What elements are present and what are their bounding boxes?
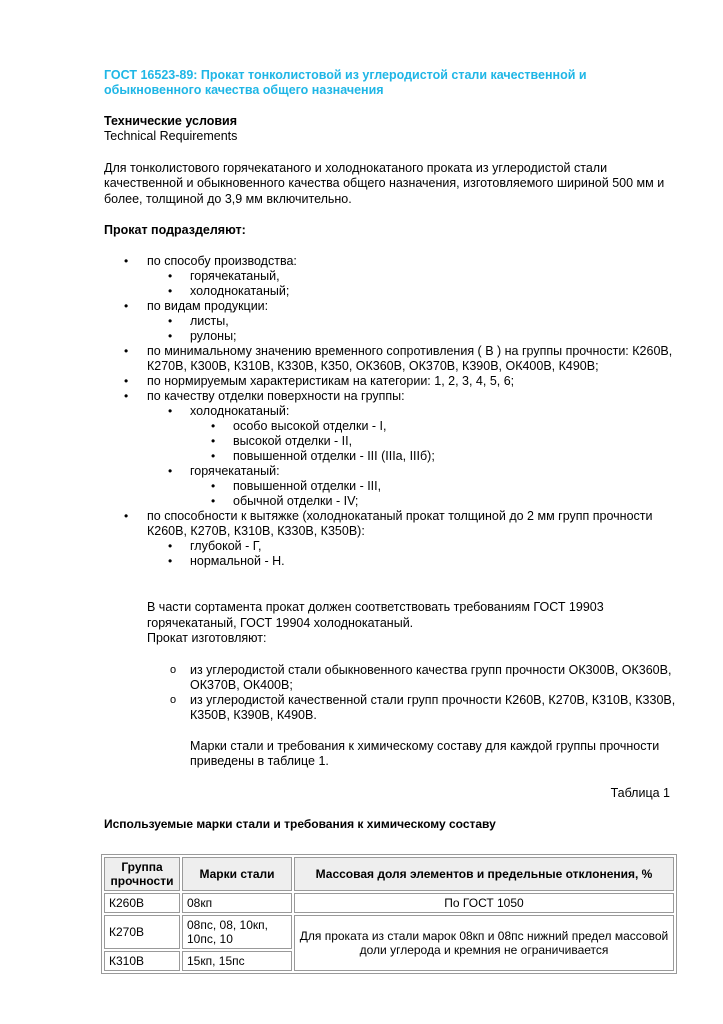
cell-group: К270В bbox=[104, 915, 180, 949]
classification-heading: Прокат подразделяют: bbox=[104, 223, 246, 237]
list-item: • горячекатаный, bbox=[147, 269, 684, 284]
cell-gost-ref: По ГОСТ 1050 bbox=[294, 893, 674, 913]
list-item: • по способу производства: • горячекатаный, • холоднокатаный; bbox=[104, 254, 684, 299]
subtitle-ru: Технические условия bbox=[104, 114, 238, 128]
list-item: • особо высокой отделки - I, bbox=[190, 419, 684, 434]
list-item: • повышенной отделки - III (IIIа, IIIб); bbox=[190, 449, 684, 464]
cell-group: К260В bbox=[104, 893, 180, 913]
header-group: Группа прочности bbox=[104, 857, 180, 891]
list-item: • листы, bbox=[147, 314, 684, 329]
table-row bbox=[104, 893, 674, 913]
list-item: o из углеродистой качественной стали групп прочности К260В, К270В, К310В, К330В, К350В, К390В, К490В. bbox=[104, 693, 684, 723]
made-of-list bbox=[104, 663, 684, 723]
cell-grades: 08кп bbox=[182, 893, 292, 913]
list-item: • по способности к вытяжке (холоднокатаный прокат толщиной до 2 мм групп прочности К260В, К270В, К310В, К330В, К350В): • глубокой - Г, • нормальной - Н. bbox=[104, 509, 684, 569]
list-item: • повышенной отделки - III, bbox=[190, 479, 684, 494]
assortment-paragraph: В части сортамента прокат должен соответствовать требованиям ГОСТ 19903 горячекатаный, ГОСТ 19904 холоднокатаный. bbox=[147, 600, 604, 630]
list-item: • обычной отделки - IV; bbox=[190, 494, 684, 509]
list-item: • рулоны; bbox=[147, 329, 684, 344]
table-header-row bbox=[104, 857, 674, 891]
document-page bbox=[104, 68, 684, 974]
list-item: • по качеству отделки поверхности на группы: • холоднокатаный: • особо высокой отделки - I, • высокой отделки - II, • повышенной отделки - III (IIIа, IIIб); • горячекатаный: • повышенной отделки - III, • обычной отделки - IV; bbox=[104, 389, 684, 509]
cell-note: Для проката из стали марок 08кп и 08пс нижний предел массовой доли углерода и кремния не ограничивается bbox=[294, 915, 674, 971]
table-row bbox=[104, 915, 674, 949]
list-item: • по нормируемым характеристикам на категории: 1, 2, 3, 4, 5, 6; bbox=[104, 374, 684, 389]
document-title: ГОСТ 16523-89: Прокат тонколистовой из углеродистой стали качественной и обыкновенного качества общего назначения bbox=[104, 68, 587, 97]
list-item: • нормальной - Н. bbox=[147, 554, 684, 569]
table-title: Используемые марки стали и требования к химическому составу bbox=[104, 817, 496, 831]
list-item: • высокой отделки - II, bbox=[190, 434, 684, 449]
table-reference-note: Марки стали и требования к химическому составу для каждой группы прочности приведены в таблице 1. bbox=[190, 738, 660, 768]
cell-grades: 15кп, 15пс bbox=[182, 951, 292, 971]
table-label: Таблица 1 bbox=[610, 785, 670, 800]
list-item: • холоднокатаный; bbox=[147, 284, 684, 299]
cell-group: К310В bbox=[104, 951, 180, 971]
header-composition: Массовая доля элементов и предельные отклонения, % bbox=[294, 857, 674, 891]
header-grades: Марки стали bbox=[182, 857, 292, 891]
list-item: o из углеродистой стали обыкновенного качества групп прочности ОК300В, ОК360В, ОК370В, ОК400В; bbox=[104, 663, 684, 693]
steel-grades-table bbox=[101, 854, 677, 974]
made-of-paragraph: Прокат изготовляют: bbox=[147, 631, 267, 645]
list-item: • глубокой - Г, bbox=[147, 539, 684, 554]
list-item: • по видам продукции: • листы, • рулоны; bbox=[104, 299, 684, 344]
cell-grades: 08пс, 08, 10кп, 10пс, 10 bbox=[182, 915, 292, 949]
list-item: • по минимальному значению временного сопротивления ( В ) на группы прочности: К260В, К270В, К300В, К310В, К330В, К350, ОК360В, ОК370В, К390В, ОК400В, К490В; bbox=[104, 344, 684, 374]
list-item: • холоднокатаный: • особо высокой отделки - I, • высокой отделки - II, • повышенной отделки - III (IIIа, IIIб); bbox=[147, 404, 684, 464]
subtitle-en: Technical Requirements bbox=[104, 129, 238, 143]
list-item: • горячекатаный: • повышенной отделки - III, • обычной отделки - IV; bbox=[147, 464, 684, 509]
classification-list bbox=[104, 254, 684, 569]
intro-paragraph: Для тонколистового горячекатаного и холоднокатаного проката из углеродистой стали качественной и обыкновенного качества общего назначения, изготовляемого шириной 500 мм и более, толщиной до 3,9 мм включительно. bbox=[104, 160, 665, 206]
